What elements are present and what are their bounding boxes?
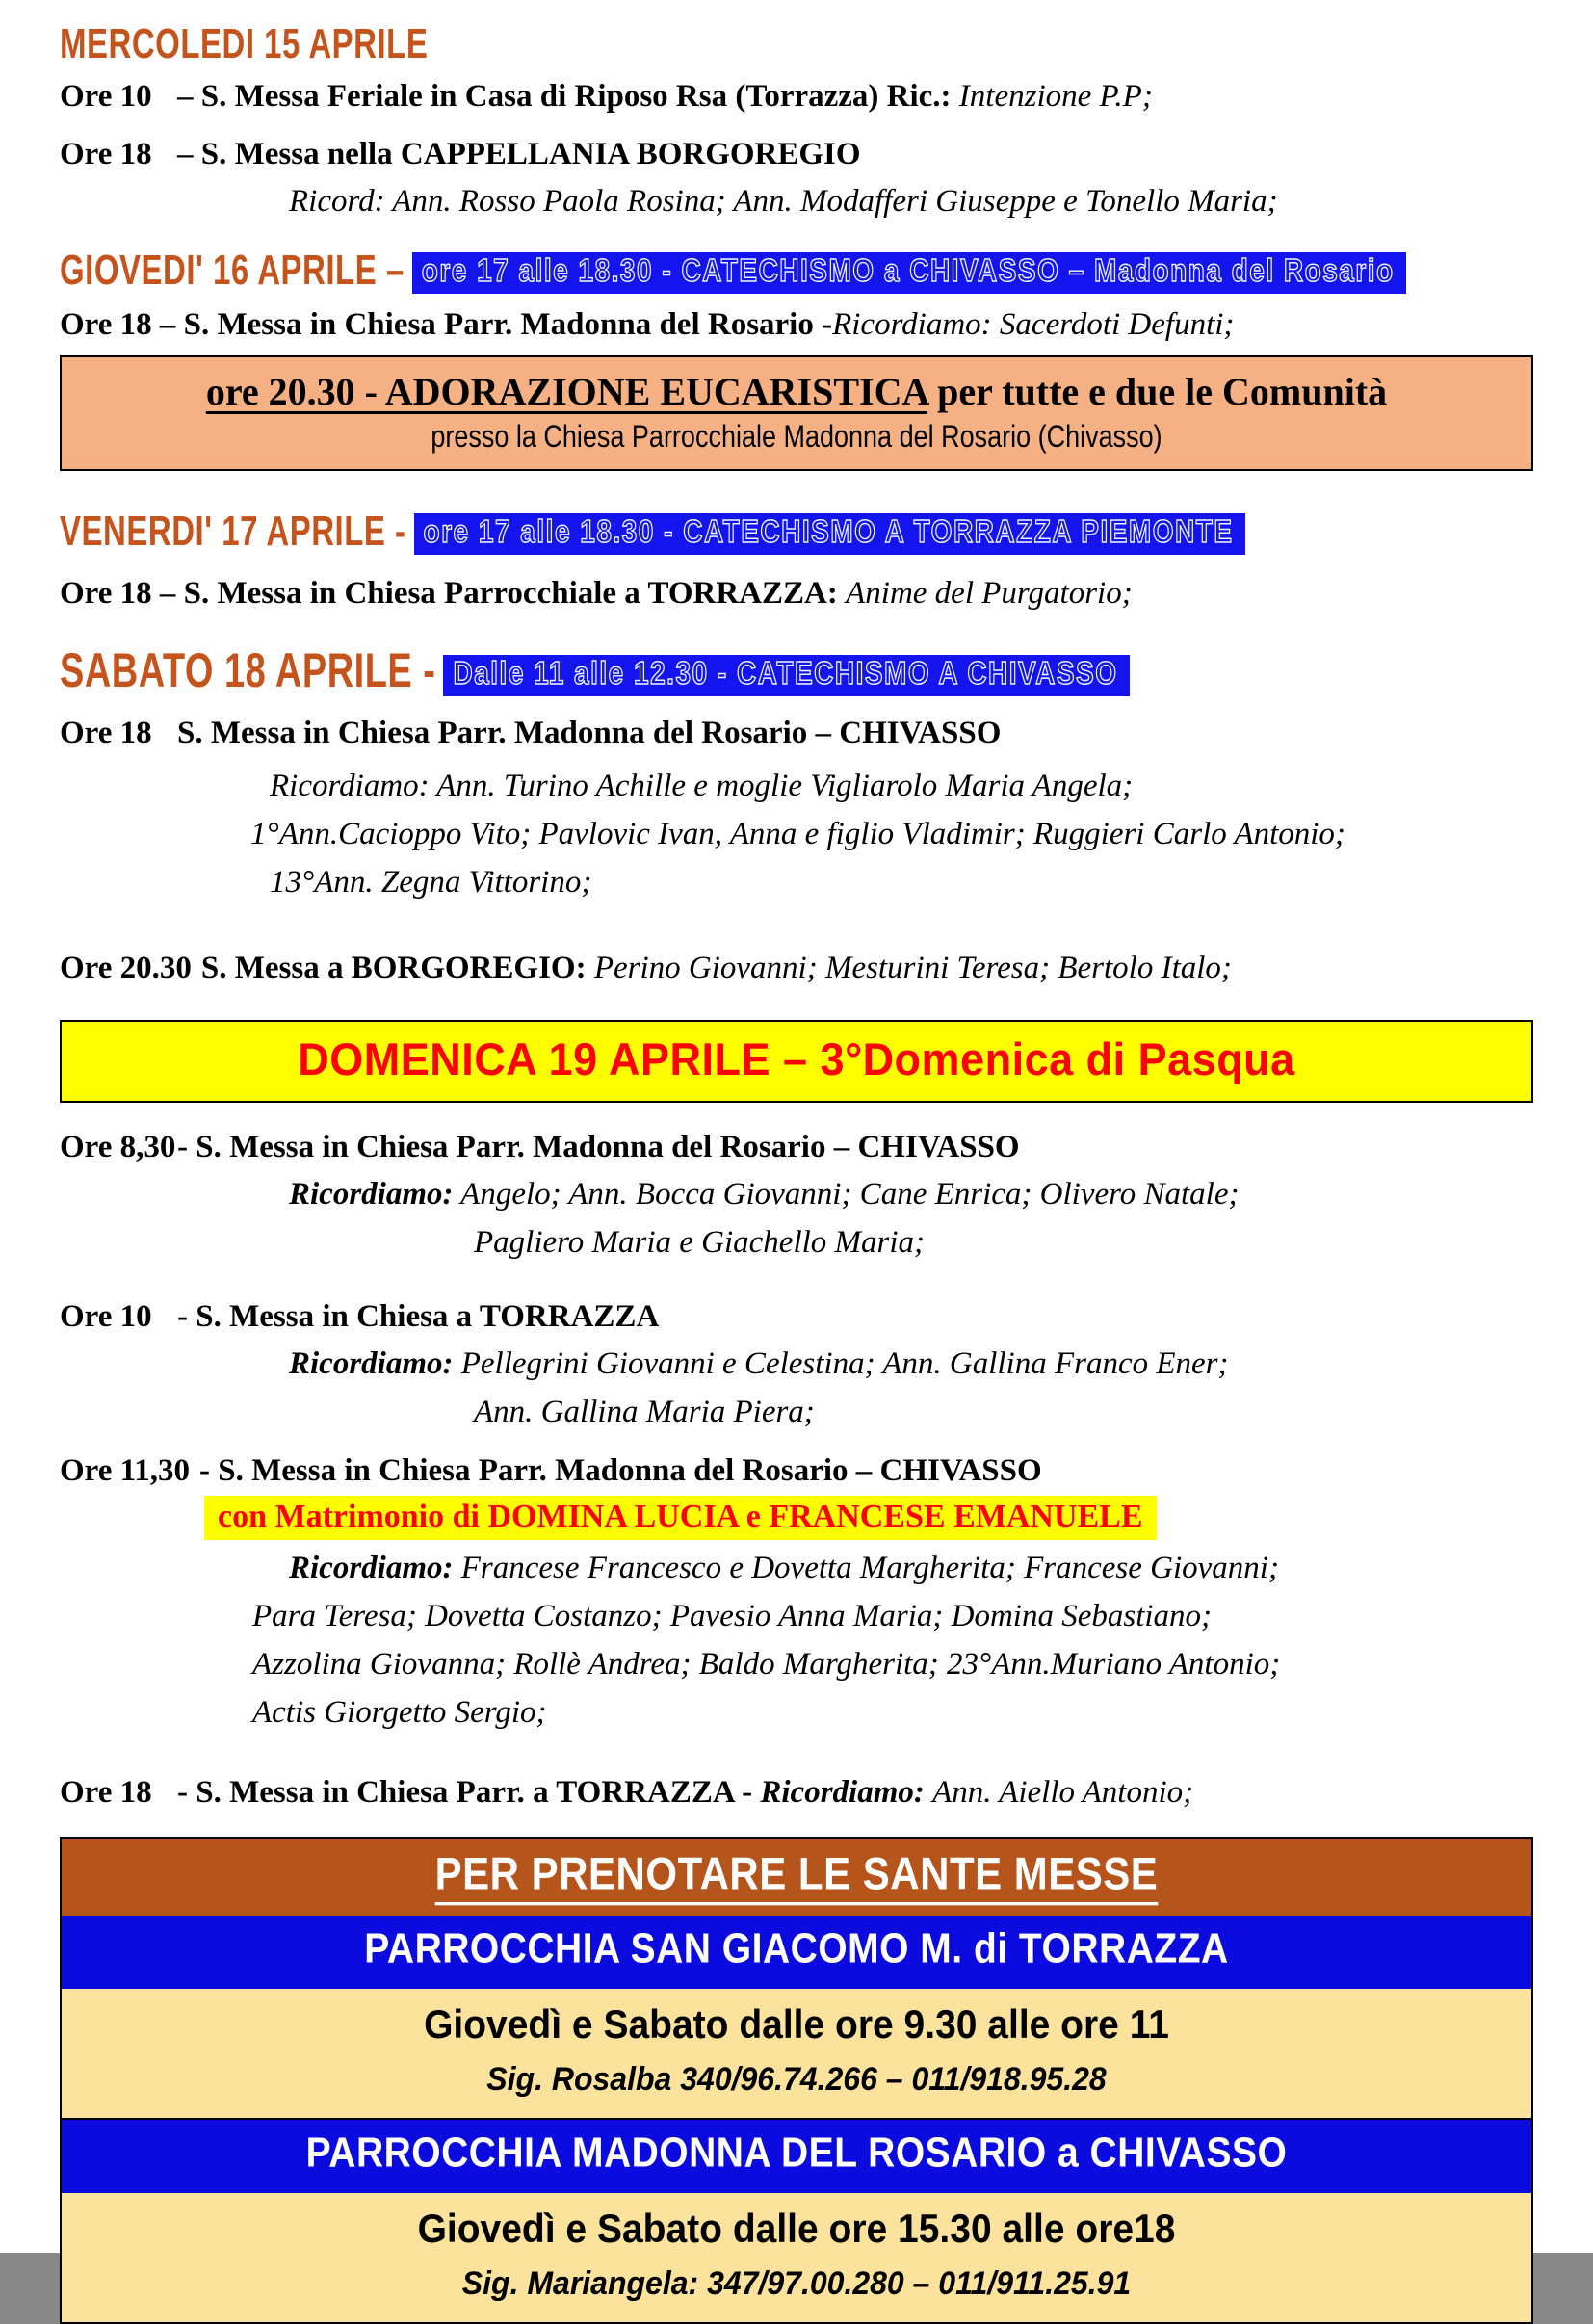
wedding-highlight: con Matrimonio di DOMINA LUCIA e FRANCESE EMANUELE: [204, 1496, 1157, 1540]
day-heading-saturday: SABATO 18 APRILE -: [60, 644, 436, 698]
remembrance-names: Pellegrini Giovanni e Celestina; Ann. Gallina Franco Ener;: [460, 1346, 1229, 1381]
mass-line: [60, 73, 1533, 119]
remembrance-line: Actis Giorgetto Sergio;: [252, 1695, 547, 1730]
remembrance-line: [60, 1170, 1533, 1218]
remembrance-label: Ricordiamo:: [289, 1177, 454, 1212]
mass-text: - S. Messa in Chiesa Parr. Madonna del Rosario – CHIVASSO: [199, 1453, 1042, 1488]
mass-text: Ore 18 – S. Messa in Chiesa Parr. Madonna del Rosario -: [60, 307, 833, 342]
mass-text: - S. Messa in Chiesa a TORRAZZA: [177, 1299, 660, 1334]
adoration-title-rest: per tutte e due le Comunità: [927, 370, 1388, 413]
day-heading-wednesday: MERCOLEDI 15 APRILE: [60, 19, 429, 67]
remembrance-line: [60, 1340, 1533, 1388]
mass-intention: Perino Giovanni; Mesturini Teresa; Bertolo Italo;: [593, 951, 1232, 985]
booking-contact: Sig. Rosalba 340/96.74.266 – 011/918.95.28: [486, 2059, 1107, 2098]
mass-time: Ore 18: [60, 137, 152, 171]
mass-time: Ore 10: [60, 1299, 152, 1334]
adoration-title-underlined: ore 20.30 - ADORAZIONE EUCARISTICA: [205, 370, 928, 413]
parish-name: PARROCCHIA SAN GIACOMO M. di TORRAZZA: [364, 1925, 1229, 1972]
adoration-subtitle: presso la Chiesa Parrocchiale Madonna del Rosario (Chivasso): [431, 419, 1162, 455]
mass-line: [60, 1769, 1533, 1815]
hours-row-chivasso: [62, 2193, 1531, 2322]
mass-time: Ore 20.30: [60, 951, 192, 985]
mass-line: [60, 1448, 1533, 1494]
booking-title-row: [62, 1839, 1531, 1916]
booking-contact: Sig. Mariangela: 347/97.00.280 – 011/911.25.91: [461, 2263, 1132, 2302]
hours-row-torrazza: [62, 1989, 1531, 2118]
remembrance-line: Ann. Gallina Maria Piera;: [474, 1395, 815, 1429]
mass-line: [60, 1293, 1533, 1340]
mass-line: [60, 570, 1533, 616]
remembrance-line: Para Teresa; Dovetta Costanzo; Pavesio Anna Maria; Domina Sebastiano;: [252, 1599, 1213, 1633]
remembrance-line: 1°Ann.Cacioppo Vito; Pavlovic Ivan, Anna e figlio Vladimir; Ruggieri Carlo Antonio;: [250, 817, 1345, 851]
remembrance-line: Pagliero Maria e Giachello Maria;: [474, 1225, 926, 1260]
adoration-box: [60, 355, 1533, 471]
mass-text: – S. Messa Feriale in Casa di Riposo Rsa (Torrazza) Ric.:: [177, 79, 952, 114]
remembrance-label: Ricordiamo:: [760, 1775, 925, 1810]
mass-line: [60, 710, 1533, 756]
mass-text: S. Messa a BORGOREGIO:: [200, 951, 587, 985]
mass-line: [60, 1124, 1533, 1170]
booking-block: [60, 1837, 1533, 2324]
remembrance-names: Ann. Aiello Antonio;: [932, 1775, 1194, 1810]
mass-intention: Intenzione P.P;: [958, 79, 1153, 114]
mass-text: - S. Messa in Chiesa Parr. a TORRAZZA -: [177, 1775, 761, 1810]
section-friday-header: [60, 507, 1533, 555]
remembrance-line: Ricordiamo: Ann. Turino Achille e moglie Vigliarolo Maria Angela;: [270, 769, 1134, 803]
mass-text: S. Messa in Chiesa Parr. Madonna del Rosario – CHIVASSO: [177, 716, 1002, 750]
catechism-badge: [412, 252, 1406, 294]
parish-row-chivasso: [62, 2118, 1531, 2193]
mass-intention: Ricordiamo: Sacerdoti Defunti;: [832, 307, 1235, 342]
parish-name: PARROCCHIA MADONNA DEL ROSARIO a CHIVASSO: [305, 2129, 1288, 2177]
day-heading-thursday: GIOVEDI' 16 APRILE –: [60, 246, 405, 294]
booking-hours: Giovedì e Sabato dalle ore 9.30 alle ore 11: [424, 2002, 1169, 2048]
section-wednesday-header: [60, 19, 1533, 67]
remembrance-names: Francese Francesco e Dovetta Margherita; Francese Giovanni;: [460, 1551, 1279, 1585]
mass-time: Ore 18: [60, 716, 152, 750]
mass-time: Ore 8,30: [60, 1130, 176, 1164]
section-saturday-header: [60, 644, 1533, 698]
mass-intention: Anime del Purgatorio;: [846, 576, 1133, 611]
sunday-banner: [60, 1020, 1533, 1103]
booking-title: PER PRENOTARE LE SANTE MESSE: [434, 1847, 1159, 1899]
remembrance-label: Ricordiamo:: [289, 1346, 454, 1381]
mass-text: Ore 18 – S. Messa in Chiesa Parrocchiale a TORRAZZA:: [60, 576, 838, 611]
mass-line: [60, 945, 1533, 991]
section-thursday-header: [60, 246, 1533, 294]
remembrance-names: Angelo; Ann. Bocca Giovanni; Cane Enrica; Olivero Natale;: [460, 1177, 1240, 1212]
day-heading-friday: VENERDI' 17 APRILE -: [60, 507, 406, 555]
catechism-badge: [414, 513, 1245, 555]
booking-hours: Giovedì e Sabato dalle ore 15.30 alle ore18: [417, 2206, 1176, 2252]
remembrance-line: [60, 1544, 1533, 1592]
mass-time: Ore 18: [60, 1775, 152, 1810]
wedding-line: [60, 1494, 1533, 1544]
catechism-badge-text: ore 17 alle 18.30 - CATECHISMO A TORRAZZA PIEMONTE: [423, 513, 1234, 550]
sunday-banner-text: DOMENICA 19 APRILE – 3°Domenica di Pasqua: [298, 1033, 1295, 1085]
mass-text: – S. Messa nella CAPPELLANIA BORGOREGIO: [177, 137, 861, 171]
catechism-badge-text: ore 17 alle 18.30 - CATECHISMO a CHIVASSO – Madonna del Rosario: [421, 252, 1395, 289]
parish-row-torrazza: [62, 1916, 1531, 1989]
mass-text: - S. Messa in Chiesa Parr. Madonna del Rosario – CHIVASSO: [177, 1130, 1020, 1164]
mass-time: Ore 11,30: [60, 1453, 191, 1488]
catechism-badge: [443, 655, 1129, 696]
remembrance-line: Azzolina Giovanna; Rollè Andrea; Baldo Margherita; 23°Ann.Muriano Antonio;: [252, 1647, 1281, 1682]
mass-line: [60, 301, 1533, 348]
remembrance-label: Ricordiamo:: [289, 1551, 454, 1585]
remembrance-line: Ricord: Ann. Rosso Paola Rosina; Ann. Modafferi Giuseppe e Tonello Maria;: [289, 184, 1278, 219]
adoration-title: [71, 365, 1522, 419]
catechism-badge-text: Dalle 11 alle 12.30 - CATECHISMO A CHIVASSO: [453, 655, 1118, 692]
remembrance-line: 13°Ann. Zegna Vittorino;: [270, 865, 592, 900]
mass-line: [60, 131, 1533, 177]
mass-time: Ore 10: [60, 79, 152, 114]
